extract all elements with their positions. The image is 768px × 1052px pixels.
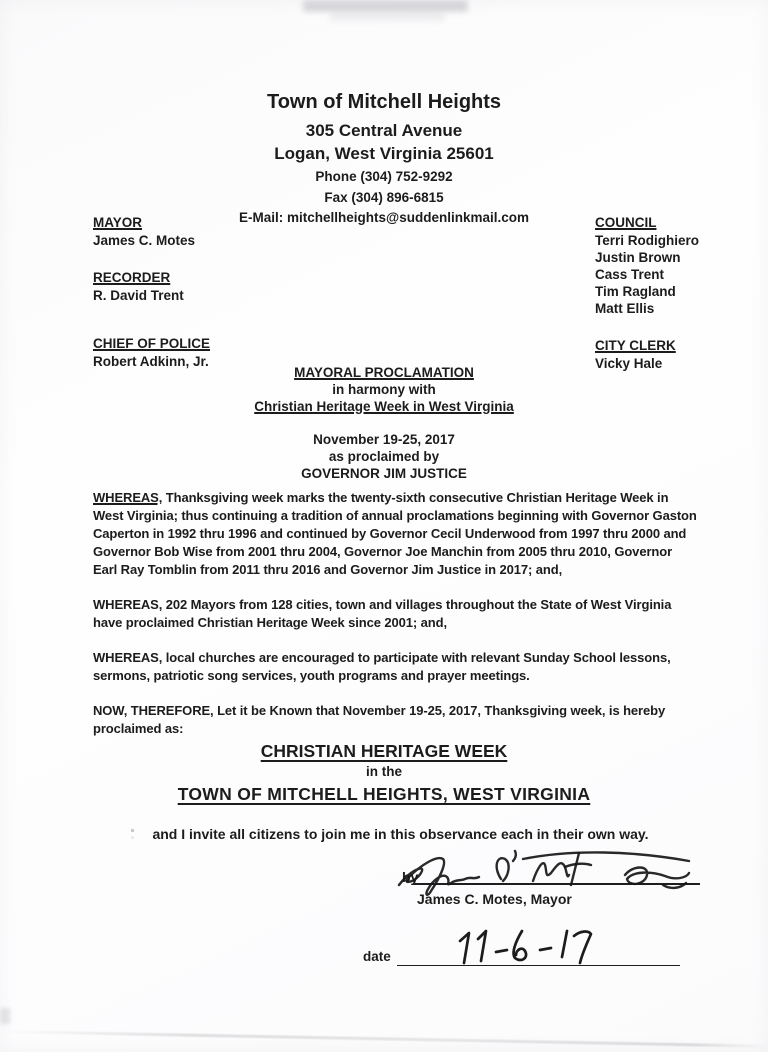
official-name: Tim Ragland [595, 284, 676, 299]
scan-artifact-top-imprint [303, 0, 468, 12]
spacer [0, 415, 768, 431]
proclamation-body [93, 489, 699, 755]
whereas-paragraph-2: WHEREAS, 202 Mayors from 128 cities, town and villages throughout the State of West Virginia have proclaimed Christian Heritage Week since 2001; and, [93, 597, 672, 630]
official-name: Cass Trent [595, 267, 665, 282]
official-title: CITY CLERK [595, 338, 676, 353]
official-name: Terri Rodighiero [595, 233, 700, 248]
official-name: James C. Motes [93, 233, 196, 248]
proclamation-subtitle-2: Christian Heritage Week in West Virginia [254, 399, 514, 414]
org-name: Town of Mitchell Heights [266, 91, 502, 113]
proclamation-subtitle: in harmony with [332, 382, 436, 397]
signer-printed-name: James C. Motes, Mayor [417, 891, 572, 907]
proclamation-title: MAYORAL PROCLAMATION [294, 365, 474, 380]
official-group-council [595, 214, 699, 317]
org-city: Logan, West Virginia 25601 [274, 144, 494, 163]
official-title: MAYOR [93, 215, 143, 230]
proclamation-title-block [0, 364, 768, 482]
whereas-paragraph-1 [93, 489, 699, 579]
invitation-line: and I invite all citizens to join me in this observance each in their own way. [152, 826, 649, 842]
governor-name: GOVERNOR JIM JUSTICE [301, 466, 467, 481]
proclamation-date-range: November 19-25, 2017 [313, 432, 455, 447]
official-title: RECORDER [93, 270, 171, 285]
now-therefore-paragraph: NOW, THEREFORE, Let it be Known that November 19-25, 2017, Thanksgiving week, is hereby proclaimed as: [93, 703, 666, 736]
letterhead [0, 92, 768, 227]
org-email: E-Mail: mitchellheights@suddenlinkmail.com [239, 210, 529, 225]
officials-left-column [93, 214, 210, 370]
official-name: Justin Brown [595, 250, 681, 265]
officials-right-column [595, 214, 699, 372]
date-label: date [363, 949, 391, 964]
official-name: Robert Adkinn, Jr. [93, 354, 209, 369]
official-title: CHIEF OF POLICE [93, 336, 211, 351]
org-address: 305 Central Avenue [305, 121, 463, 140]
official-group-mayor [93, 214, 210, 249]
org-phone: Phone (304) 752-9292 [315, 169, 453, 184]
declaration-block [0, 740, 768, 806]
proclaimed-by-label: as proclaimed by [328, 449, 440, 464]
scan-artifact-smudge [0, 1008, 10, 1024]
org-fax: Fax (304) 896-6815 [324, 189, 444, 205]
official-name: R. David Trent [93, 288, 184, 303]
whereas-paragraph-1-text: Thanksgiving week marks the twenty-sixth consecutive Christian Heritage Week in West Virginia; thus continuing a tradition of annual proclamations beginning with Governor Gaston Caperton in 1992 thru 1996 and continued by Governor Cecil Underwood from 1997 thru 2000 and Governor Bob Wise from 2001 thru 2004, Governor Joe Manchin from 2005 thru 2010, Governor Earl Ray Tomblin from 2011 thru 2016 and Governor Jim Justice in 2017; and, [93, 490, 697, 577]
whereas-lead: WHEREAS, [93, 490, 163, 505]
official-title: COUNCIL [595, 215, 657, 230]
official-name: Matt Ellis [595, 301, 655, 316]
scan-artifact-top-imprint-2 [330, 13, 445, 21]
declaration-week-title: CHRISTIAN HERITAGE WEEK [260, 741, 508, 761]
handwritten-date [446, 925, 616, 969]
scan-artifact-paper-edge [0, 1030, 768, 1048]
official-group-recorder [93, 269, 210, 304]
by-label: by [402, 869, 419, 885]
declaration-in-the: in the [366, 764, 402, 779]
declaration-town-title: TOWN OF MITCHELL HEIGHTS, WEST VIRGINIA [177, 784, 591, 804]
official-name: Vicky Hale [595, 356, 663, 371]
whereas-paragraph-3: WHEREAS, local churches are encouraged to participate with relevant Sunday School lessons, sermons, patriotic song services, youth programs and prayer meetings. [93, 650, 671, 683]
